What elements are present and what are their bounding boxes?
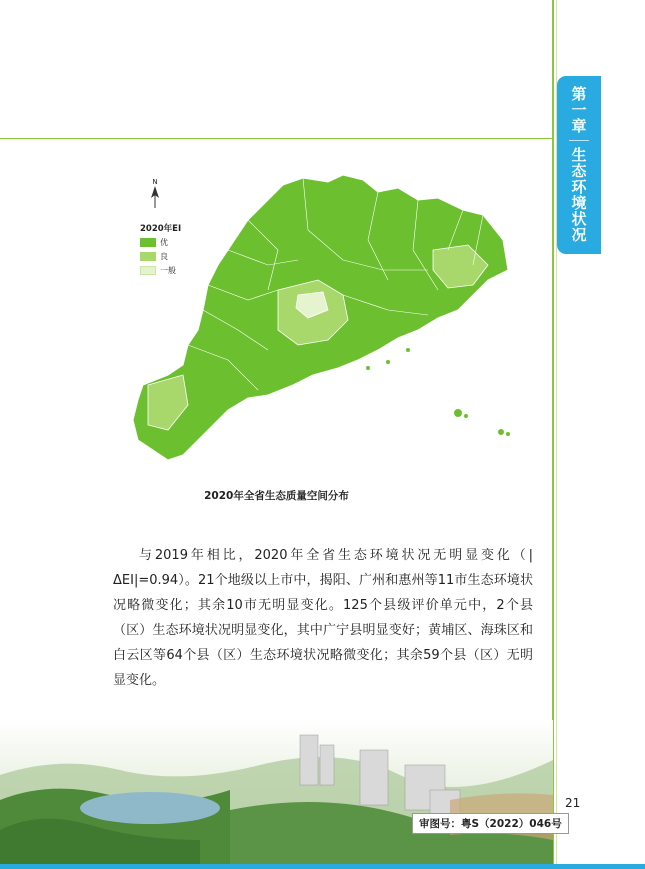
legend-label: 良 <box>160 252 168 261</box>
map-legend <box>140 222 181 279</box>
landscape-photo <box>0 720 553 869</box>
chapter-tab <box>557 76 601 254</box>
legend-label: 一般 <box>160 266 176 275</box>
figure-caption: 2020年全省生态质量空间分布 <box>204 490 349 502</box>
bottom-accent-strip <box>0 864 645 869</box>
legend-label: 优 <box>160 238 168 247</box>
legend-swatch <box>140 252 156 261</box>
legend-swatch <box>140 238 156 247</box>
chapter-title: 生态环境状况 <box>569 147 588 243</box>
chapter-number: 第一章 <box>569 86 588 134</box>
legend-item <box>140 251 181 262</box>
legend-swatch <box>140 266 156 275</box>
map-approval-number: 审图号：粤S（2022）046号 <box>412 813 569 834</box>
header-divider-line <box>0 138 553 139</box>
page-number: 21 <box>565 796 581 810</box>
north-label: N <box>152 178 158 186</box>
legend-item <box>140 265 181 276</box>
body-text <box>113 543 533 693</box>
province-map <box>128 170 528 470</box>
legend-title: 2020年EI <box>140 224 182 234</box>
offshore-islands <box>366 348 510 436</box>
chapter-tab-separator <box>569 140 589 141</box>
legend-item <box>140 237 181 248</box>
body-paragraph: 与2019年相比，2020年全省生态环境状况无明显变化（|ΔEI|=0.94）。21个地级以上市中，揭阳、广州和惠州等11市生态环境状况略微变化；其余10市无明显变化。125个县级评价单元中，2个县（区）生态环境状况明显变化，其中广宁县明显变好；黄埔区、海珠区和白云区等64个县（区）生态环境状况略微变化；其余59个县（区）无明显变化。 <box>113 548 533 688</box>
